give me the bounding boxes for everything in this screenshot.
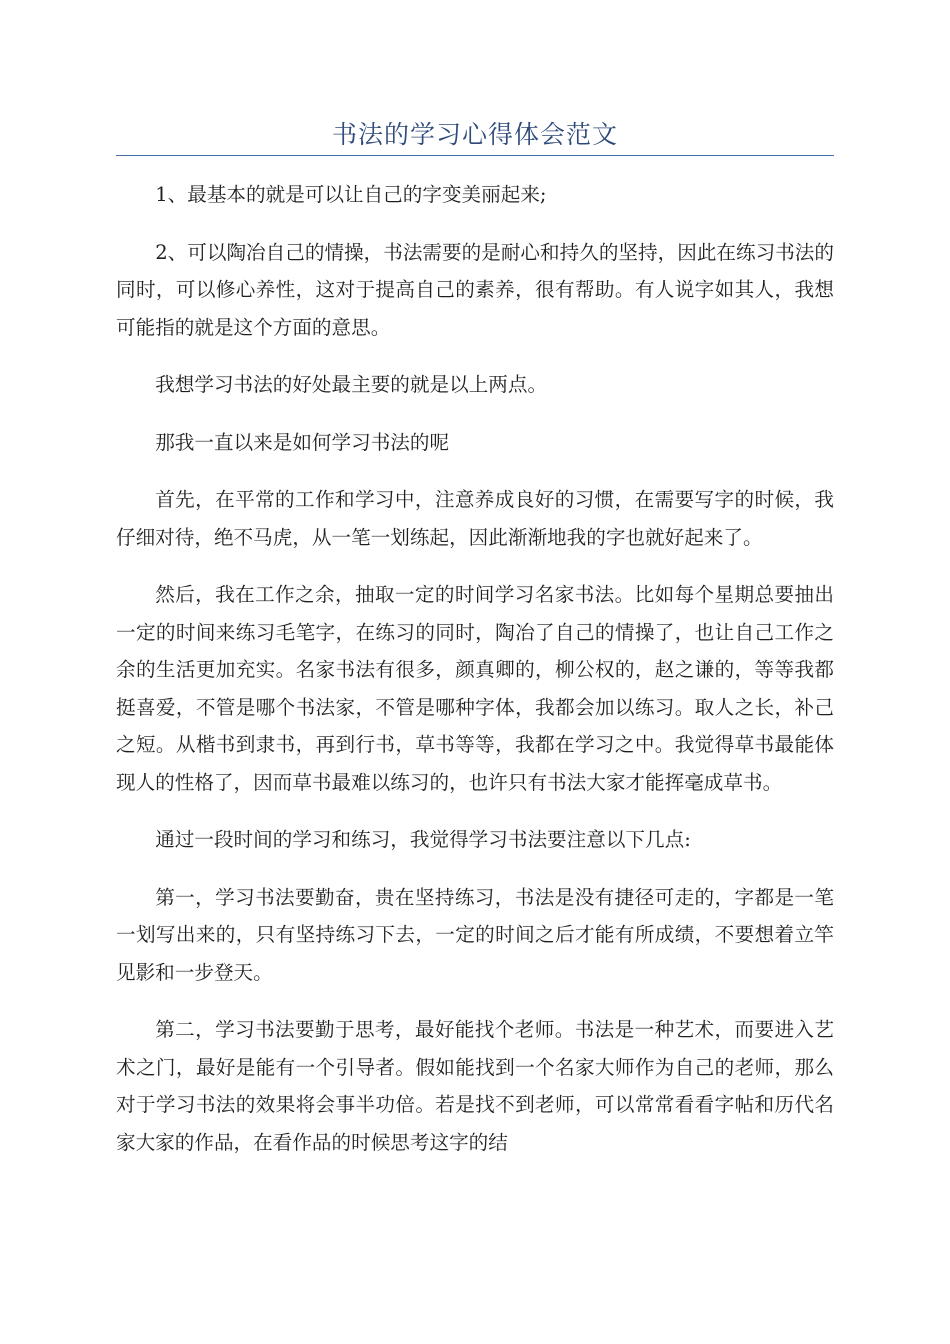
paragraph-9: 第二，学习书法要勤于思考，最好能找个老师。书法是一种艺术，而要进入艺术之门，最好是能有一个引导者。假如能找到一个名家大师作为自己的老师，那么对于学习书法的效果将会事半功倍。若是找不到老师，可以常常看看字帖和历代名家大家的作品，在看作品的时候思考这字的结 [116, 1018, 834, 1154]
paragraph-1: 1、最基本的就是可以让自己的字变美丽起来; [155, 183, 547, 206]
paragraph-8: 第一，学习书法要勤奋，贵在坚持练习，书法是没有捷径可走的，字都是一笔一划写出来的，只有坚持练习下去，一定的时间之后才能有所成绩，不要想着立竿见影和一步登天。 [116, 885, 834, 984]
paragraph-5: 首先，在平常的工作和学习中，注意养成良好的习惯，在需要写字的时候，我仔细对待，绝不马虎，从一笔一划练起，因此渐渐地我的字也就好起来了。 [116, 488, 834, 549]
document-body [116, 176, 834, 1161]
paragraph-6: 然后，我在工作之余，抽取一定的时间学习名家书法。比如每个星期总要抽出一定的时间来练习毛笔字，在练习的同时，陶冶了自己的情操了，也让自己工作之余的生活更加充实。名家书法有很多，颜真卿的，柳公权的，赵之谦的，等等我都挺喜爱，不管是哪个书法家，不管是哪种字体，我都会加以练习。取人之长，补己之短。从楷书到隶书，再到行书，草书等等，我都在学习之中。我觉得草书最能体现人的性格了，因而草书最难以练习的，也许只有书法大家才能挥毫成草书。 [116, 583, 834, 794]
paragraph-4: 那我一直以来是如何学习书法的呢 [155, 430, 450, 454]
paragraph-3: 我想学习书法的好处最主要的就是以上两点。 [155, 373, 548, 396]
paragraph-2: 2、可以陶冶自己的情操，书法需要的是耐心和持久的坚持，因此在练习书法的同时，可以修心养性，这对于提高自己的素养，很有帮助。有人说字如其人，我想可能指的就是这个方面的意思。 [116, 240, 834, 339]
document-page [116, 0, 834, 1181]
paragraph-7: 通过一段时间的学习和练习，我觉得学习书法要注意以下几点: [155, 828, 691, 851]
title-underline [116, 155, 834, 156]
document-title: 书法的学习心得体会范文 [331, 120, 618, 149]
